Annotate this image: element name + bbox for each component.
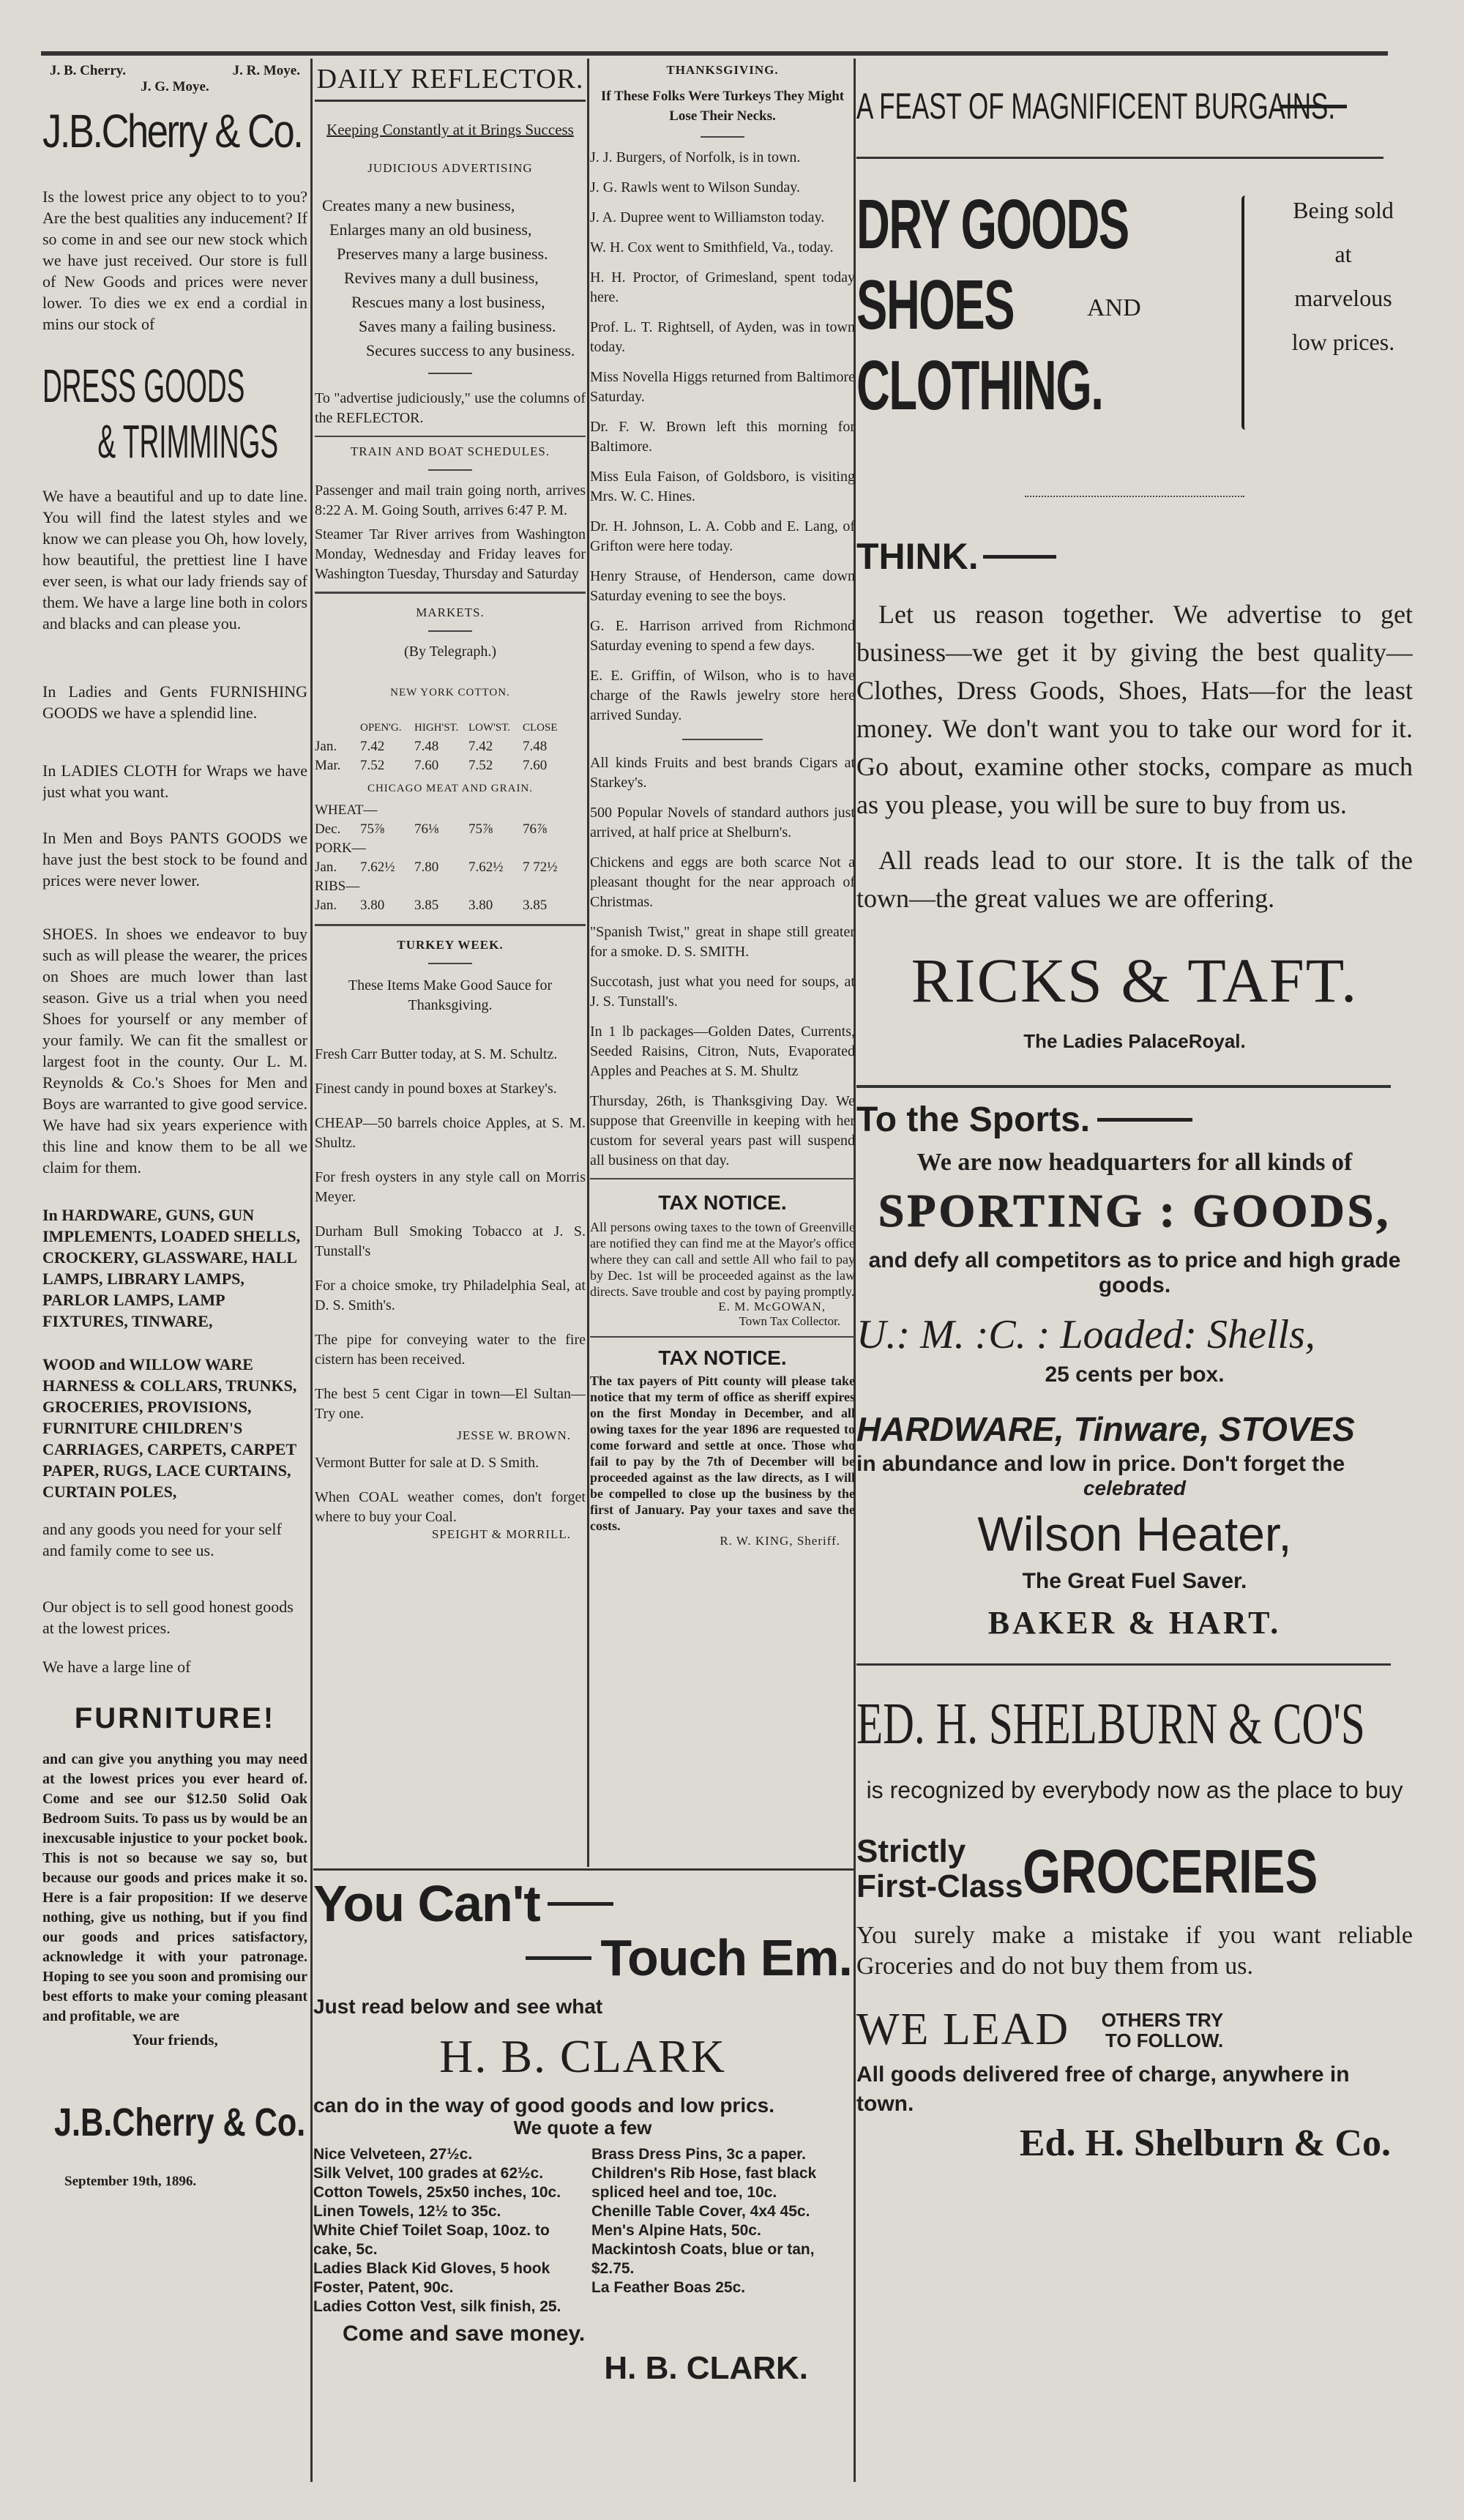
feast-rule [856,157,1383,159]
list-item: Nice Velveteen, 27½c. [313,2146,473,2163]
list-item: In 1 lb packages—Golden Dates, Currents, Seeded Raisins, Citron, Nuts, Evaporated Apples and Peaches at S. M. Shultz [590,1024,855,1079]
recognized-line: is recognized by everybody now as the place to buy [866,1777,1403,1803]
list-item: Henry Strause, of Henderson, came down Saturday evening to see the boys. [590,568,855,604]
list-item: Chenille Table Cover, 4x4 45c. [591,2203,810,2220]
divider [1025,496,1244,499]
cherry-date: September 19th, 1896. [64,2174,197,2189]
markets-heading: MARKETS. [416,605,485,619]
baker-hart-heading: BAKER & HART. [987,1605,1282,1641]
list-item: Linen Towels, 12½ to 35c. [313,2203,501,2220]
dry-goods-ad [856,185,1413,496]
cotton-heading: NEW YORK COTTON. [390,687,510,698]
judicious-line: Preserves many a large business. [337,245,548,263]
clark-name: H. B. CLARK [439,2030,726,2082]
table-row: Jan. 3.80 3.85 3.80 3.85 [315,898,548,913]
daily-reflector-masthead: DAILY REFLECTOR. [315,63,586,102]
and-word: AND [1087,294,1141,321]
table-row: RIBS— [315,879,360,894]
list-item: Ladies Cotton Vest, silk finish, 25. [313,2298,561,2315]
defy-competitors: and defy all competitors as to price and high grade goods. [868,1248,1401,1297]
speight-signature: SPEIGHT & MORRILL. [431,1527,571,1541]
touch-em-heading: Touch Em. [600,1929,852,1986]
sheriff-signature: R. W. KING, Sheriff. [720,1534,840,1548]
groceries-heading: GROCERIES [1023,1837,1318,1906]
judicious-line: Secures success to any business. [366,341,575,359]
list-item: All kinds Fruits and best brands Cigars at Starkey's. [590,755,855,791]
dress-goods-heading: DRESS GOODS [42,359,245,412]
shoes-heading: SHOES [856,266,1015,344]
feast-line [856,85,1413,127]
telegraph-note: (By Telegraph.) [404,644,496,660]
list-item: J. G. Rawls went to Wilson Sunday. [590,179,800,195]
clothing-heading: CLOTHING. [856,346,1103,425]
list-item: The best 5 cent Cigar in town—El Sultan—Try one. [315,1386,586,1422]
abundance-line: in abundance and low in price. Don't forget the [856,1452,1345,1476]
cherry-any-goods: and any goods you need for your self and family come to see us. [42,1520,282,1559]
touch-em-line [313,1928,852,1987]
table-row: Mar. 7.52 7.60 7.52 7.60 [315,758,548,773]
cherry-large-line: We have a large line of [42,1658,191,1676]
clark-advertisement [313,1874,852,2489]
list-item: Men's Alpine Hats, 50c. [591,2222,761,2239]
judicious-line: Revives many a dull business, [344,269,539,287]
price-per-box: 25 cents per box. [1045,1362,1225,1387]
list-item: For a choice smoke, try Philadelphia Seal, at D. S. Smith's. [315,1278,586,1313]
list-item: The pipe for conveying water to the fire cistern has been received. [315,1332,586,1368]
think-paragraph: Let us reason together. We advertise to get business—we get it by giving the best quality—Clothes, Dress Goods, Shoes, Hats—for the least money. We don't want you to take our word for it. Go about, examine other stocks, compare as much as you please, you will be sure to buy from us. [856,600,1413,819]
partner-moye: J. R. Moye. [232,63,300,78]
we-lead-heading: WE LEAD [856,2005,1070,2054]
list-item: White Chief Toilet Soap, 10oz. to cake, 5c. [313,2222,550,2258]
chicago-heading: CHICAGO MEAT AND GRAIN. [367,783,534,794]
reflector-slogan: Keeping Constantly at it Brings Success [326,121,574,138]
list-item: Prof. L. T. Rightsell, of Ayden, was in town today. [590,319,855,355]
delivery-line: All goods delivered free of charge, anywhere in town. [856,2062,1350,2116]
list-item: Mackintosh Coats, blue or tan, $2.75. [591,2241,815,2277]
reflector-column [315,63,586,1849]
ricks-taft-heading: RICKS & TAFT. [911,945,1359,1015]
tax-notice-text: All persons owing taxes to the town of Greenville are notified they can find me at the Mayor's office where they can call and settle All who fail to pay by Dec. 1st will be proceeded against as the law directs. Save trouble and cost by paying promptly. [590,1220,855,1299]
ricks-rule [856,1085,1391,1088]
sporting-goods-heading: SPORTING : GOODS, [878,1185,1392,1237]
chicago-table [315,801,586,915]
steamer-schedule-text: Steamer Tar River arrives from Washington Monday, Wednesday and Friday leaves for Washington Tuesday, Thursday and Saturday [315,526,586,582]
shelburn-signature: Ed. H. Shelburn & Co. [1019,2122,1391,2164]
tax-notice-heading: TAX NOTICE. [658,1191,787,1214]
list-item: H. H. Proctor, of Grimesland, spent today here. [590,269,855,305]
partner-jg-moye: J. G. Moye. [141,79,209,94]
list-item: J. A. Dupree went to Williamston today. [590,209,825,225]
turkey-items [315,1045,586,1424]
list-item: Dr. H. Johnson, L. A. Cobb and E. Lang, of Grifton were here today. [590,518,855,554]
strictly-first-class: Strictly First-Class [856,1833,1023,1904]
train-schedule-text: Passenger and mail train going north, arrives 8:22 A. M. Going South, arrives 6:47 P. M. [315,482,586,518]
others-follow: OTHERS TRY TO FOLLOW. [1101,2008,1224,2051]
list-item: E. E. Griffin, of Wilson, who is to have charge of the Rawls jewelry store here arrived Sunday. [590,668,855,723]
arrow-icon [526,1956,591,1960]
list-item: 500 Popular Novels of standard authors just arrived, at half price at Shelburn's. [590,805,855,840]
list-item: Brass Dress Pins, 3c a paper. [591,2146,807,2163]
brace-icon [1241,195,1249,430]
mistake-paragraph: You surely make a mistake if you want reliable Groceries and do not buy them from us. [856,1922,1413,1980]
right-ads-column [856,63,1413,2479]
trimmings-heading: & TRIMMINGS [97,415,279,468]
ums-shells-heading: U.: M. :C. : Loaded: Shells, [856,1312,1315,1357]
furniture-heading: FURNITURE! [74,1702,276,1734]
wilson-heater-heading: Wilson Heater, [977,1507,1292,1561]
clark-price-lists [313,2145,852,2316]
judicious-line: Creates many a new business, [322,196,515,215]
we-lead-line [856,2004,1413,2056]
cherry-furnishing-text: In Ladies and Gents FURNISHING GOODS we have a splendid line. [42,682,307,722]
list-item: Miss Eula Faison, of Goldsboro, is visiting Mrs. W. C. Hines. [590,469,855,504]
list-item: Miss Novella Higgs returned from Baltimore Saturday. [590,369,855,405]
clark-goods-line: can do in the way of good goods and low prics. [313,2094,775,2117]
baker-rule [856,1663,1391,1666]
table-row: PORK— [315,840,366,856]
clark-top-rule [313,1868,854,1871]
list-item: J. J. Burgers, of Norfolk, is in town. [590,149,801,165]
list-item: For fresh oysters in any style call on Morris Meyer. [315,1169,586,1205]
list-item: Succotash, just what you need for soups, at J. S. Tunstall's. [590,974,855,1010]
list-item: La Feather Boas 25c. [591,2279,746,2296]
list-item: Fresh Carr Butter today, at S. M. Schultz. [315,1046,558,1062]
judicious-line: Rescues many a lost business, [351,293,545,311]
cotton-table [315,718,586,775]
list-item: Chickens and eggs are both scarce Not a pleasant thought for the near approach of Christmas. [590,854,855,910]
list-item: Ladies Black Kid Gloves, 5 hook Foster, Patent, 90c. [313,2260,550,2296]
list-item: Finest candy in pound boxes at Starkey's. [315,1081,557,1097]
headquarters-line: We are now headquarters for all kinds of [916,1149,1353,1176]
table-row: Jan. 7.42 7.48 7.42 7.48 [315,739,548,754]
sheriff-tax-text: The tax payers of Pitt county will please take notice that my term of office as sheriff expires on the first Monday in December, and all owing taxes for the year 1896 are requested to come forward and settle at once. Those who fail to pay by the 7th of December will be proceeded against as the law directs, as I will be compelled to close up the business by the first of January. Pay your taxes and save the costs. [590,1373,855,1533]
you-cant-heading: You Can't [313,1875,540,1932]
table-row: WHEAT— [315,802,378,818]
cherry-cloth-text: In LADIES CLOTH for Wraps we have just what you want. [42,761,307,801]
list-item: Cotton Towels, 25x50 inches, 10c. [313,2184,561,2201]
cherry-signature: J.B.Cherry & Co. [54,2100,306,2144]
fuel-saver-line: The Great Fuel Saver. [1022,1569,1247,1593]
being-sold-text: Being sold at marvelous low prices. [1291,197,1395,355]
brown-signature: JESSE W. BROWN. [457,1428,571,1442]
arrow-icon [1097,1118,1192,1122]
train-schedule-heading: TRAIN AND BOAT SCHEDULES. [350,444,550,458]
table-row: Dec. 75⅞ 76⅛ 75⅞ 76⅞ [315,821,548,837]
think-heading: THINK. [856,536,979,577]
arrow-icon [548,1902,613,1906]
cherry-closing: Your friends, [132,2031,218,2049]
clark-signature: H. B. CLARK. [604,2350,808,2386]
vermont-butter: Vermont Butter for sale at D. S Smith. [315,1455,539,1471]
judicious-list [315,193,586,362]
list-item: Dr. F. W. Brown left this morning for Baltimore. [590,419,855,455]
cherry-column [42,63,307,2479]
personal-items [590,148,855,726]
coal-notice: When COAL weather comes, don't forget where to buy your Coal. [315,1489,586,1525]
list-item: CHEAP—50 barrels choice Apples, at S. M. Shultz. [315,1115,586,1151]
clark-list-right [591,2145,848,2316]
sports-line [856,1100,1413,1140]
sheriff-tax-heading: TAX NOTICE. [658,1346,787,1369]
tax-collector-title: Town Tax Collector. [739,1314,840,1328]
advertise-note: To "advertise judiciously," use the columns of the REFLECTOR. [315,390,586,426]
turkey-week-subhead: These Items Make Good Sauce for Thanksgiving. [348,977,553,1013]
thanksgiving-heading: THANKSGIVING. [666,63,779,77]
arrow-icon [983,555,1056,559]
cotton-table-header: OPEN'G. HIGH'ST. LOW'ST. CLOSE [360,722,558,734]
dry-goods-heading: DRY GOODS [856,185,1129,264]
tax-collector-signature: E. M. McGOWAN, [718,1300,826,1313]
hardware-heading: HARDWARE, Tinware, STOVES [856,1410,1355,1448]
judicious-line: Saves many a failing business. [359,317,556,335]
clark-quote-line: We quote a few [513,2117,652,2139]
think-line [856,535,1413,578]
list-item: "Spanish Twist," great in shape still greater for a smoke. D. S. SMITH. [590,924,855,960]
clark-list-left [313,2145,577,2316]
list-item: W. H. Cox went to Smithfield, Va., today. [590,239,834,256]
feast-heading: A FEAST OF MAGNIFICENT BURGAINS. [856,86,1336,127]
partners-line [42,63,307,79]
thanksgiving-subhead: If These Folks Were Turkeys They Might Lose Their Necks. [600,89,845,124]
local-items [590,753,855,1171]
list-item: Thursday, 26th, is Thanksgiving Day. We suppose that Greenville in keeping with her custom for several years past will suspend all business on that day. [590,1093,855,1168]
cherry-wood-list: WOOD and WILLOW WARE HARNESS & COLLARS, TRUNKS, GROCERIES, PROVISIONS, FURNITURE CHILDREN'S CARRIAGES, CARPETS, CARPET PAPER, RUGS, LACE CURTAINS, CURTAIN POLES, [42,1355,297,1501]
think-paragraph-2: All reads lead to our store. It is the talk of the town—the great values we are offering. [856,846,1413,913]
cherry-shoes-text: SHOES. In shoes we endeavor to buy such as will please the wearer, the prices on Shoes are much lower than last season. Give us a trial when you need Shoes for yourself or any member of your family. We can fit the smallest or largest foot in the county. Our L. M. Reynolds & Co.'s Shoes for Men and Boys are warranted to give good service. We have had six years experience with this line and know them to be all we claim for them. [42,925,307,1177]
palace-royal-line: The Ladies PalaceRoyal. [1023,1030,1246,1052]
thanksgiving-column [590,63,855,1849]
shelburn-heading: ED. H. SHELBURN & CO'S [856,1692,1365,1756]
clark-come-save: Come and save money. [343,2322,586,2346]
column-rule-1 [310,59,313,2482]
list-item: G. E. Harrison arrived from Richmond Saturday evening to spend a few days. [590,618,855,654]
list-item: Children's Rib Hose, fast black spliced heel and toe, 10c. [591,2165,817,2201]
cherry-hardware-list: In HARDWARE, GUNS, GUN IMPLEMENTS, LOADED SHELLS, CROCKERY, GLASSWARE, HALL LAMPS, LIBRARY LAMPS, PARLOR LAMPS, LAMP FIXTURES, TINWARE, [42,1206,301,1330]
cherry-dress-goods-text: We have a beautiful and up to date line. You will find the latest styles and we know we can please you Oh, how lovely, how beautiful, the prettiest line I have ever seen, is what our lady friends say of them. We have a large line both in colors and blacks and can please you. [42,487,307,633]
cherry-intro: Is the lowest price any object to to you? Are the best qualities any inducement? If so come in and see our new stock which we have just received. Our store is full of New Goods and prices were never lower. To dies we ex end a cordial in mins our stock of [42,187,307,333]
judicious-heading: JUDICIOUS ADVERTISING [367,161,533,175]
cant-touch-line [313,1874,852,1933]
top-rule [41,51,1388,56]
sports-heading: To the Sports. [856,1100,1091,1139]
cherry-furniture-text: and can give you anything you may need at the lowest prices you ever heard of. Come and see our $12.50 Solid Oak Bedroom Suits. To pass us by would be an inexcusable injustice to your pocket book. This is not so because we say so, but because our goods and prices make it so. Here is a fair proposition: If we deserve nothing, give us nothing, but if you find our goods and prices satisfactory, acknowledge it with your patronage. Hoping to see you soon and promising our best efforts to make your coming pleasant and profitable, we are [42,1751,307,2024]
column-rule-2 [587,59,589,1867]
clark-read-below: Just read below and see what [313,1995,603,2018]
list-item: Durham Bull Smoking Tobacco at J. S. Tunstall's [315,1223,586,1259]
list-item: Silk Velvet, 100 grades at 62½c. [313,2165,544,2182]
judicious-line: Enlarges many an old business, [329,220,532,239]
partner-cherry: J. B. Cherry. [50,63,126,78]
cherry-title: J.B.Cherry & Co. [42,105,302,157]
celebrated-word: celebrated [1083,1477,1187,1499]
turkey-week-heading: TURKEY WEEK. [397,938,504,952]
cherry-pants-text: In Men and Boys PANTS GOODS we have just the best stock to be found and prices were never lower. [42,829,307,890]
table-row: Jan. 7.62½ 7.80 7.62½ 7 72½ [315,860,558,875]
cherry-object: Our object is to sell good honest goods at the lowest prices. [42,1598,294,1637]
groceries-line [856,1834,1413,1904]
